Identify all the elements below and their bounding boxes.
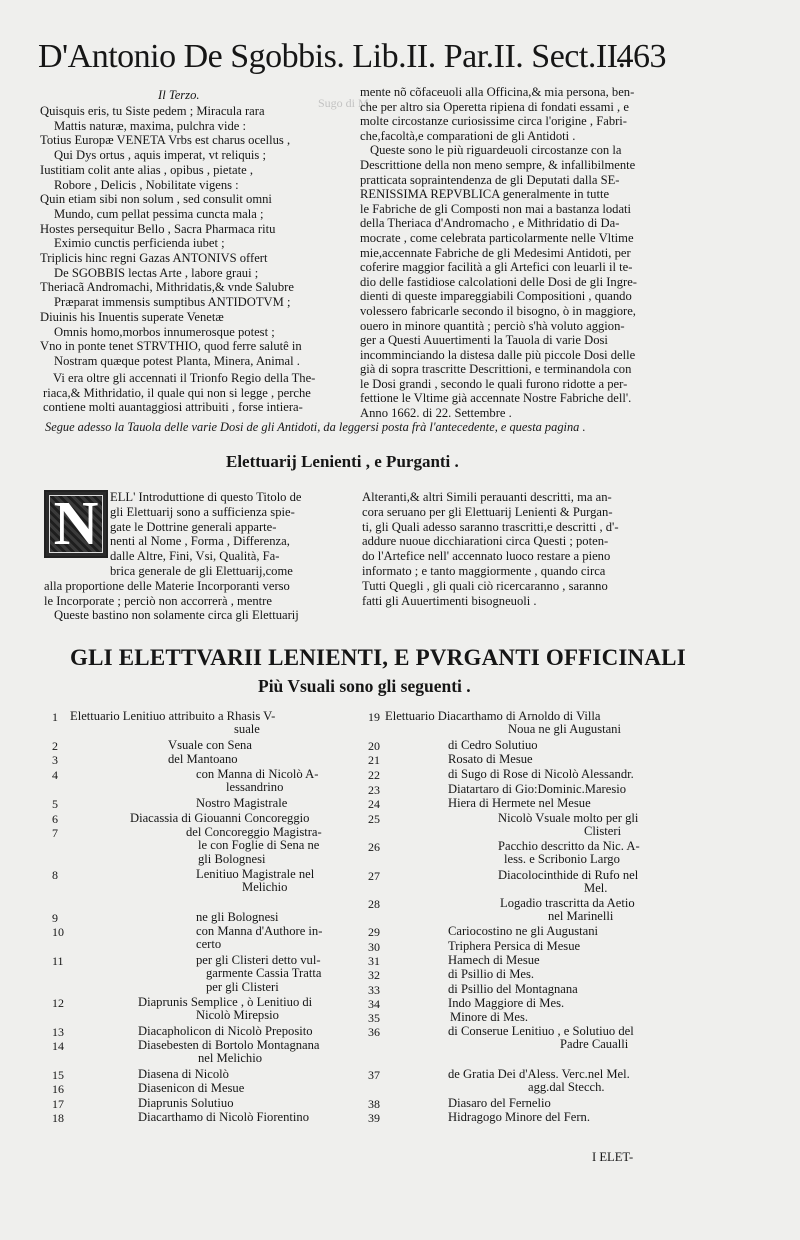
left-paragraph — [43, 371, 315, 415]
poem-line: Hostes persequitur Bello , Sacra Pharmaca ritu — [40, 221, 276, 236]
item-number: 8 — [52, 868, 58, 882]
list-item: Triphera Persica di Mesue — [448, 939, 581, 953]
list-item: Minore di Mes. — [450, 1010, 529, 1024]
list-item: del Concoreggio Magistra- — [186, 825, 322, 839]
catchword: I ELET- — [592, 1150, 634, 1164]
list-item: Cariocostino ne gli Augustani — [448, 924, 599, 938]
poem-line: Vno in ponte tenet STRVTHIO, quod ferre salutê in — [40, 339, 302, 354]
text-line: nenti al Nome , Forma , Differenza, — [110, 534, 290, 549]
item-number: 33 — [368, 983, 380, 997]
running-header — [38, 38, 666, 76]
poem-line: Mattis naturæ, maxima, pulchra vide : — [54, 118, 247, 133]
list-item: Melichio — [242, 880, 288, 895]
poem-line: Quisquis eris, tu Siste pedem ; Miracula rara — [40, 104, 265, 118]
item-number: 30 — [368, 940, 380, 954]
text-line: alla proportione delle Materie Incorporanti verso — [44, 578, 290, 593]
list-item: agg.dal Stecch. — [528, 1080, 605, 1095]
text-line: le Incorporate ; perciò non accorrerà , mentre — [44, 593, 272, 608]
list-subtitle: Più Vsuali sono gli seguenti . — [258, 676, 471, 696]
list-item: Clisteri — [584, 824, 622, 839]
list-item: del Mantoano — [168, 752, 238, 766]
text-line: fettione le Vltime già accennate Nostre Fabriche dell'. — [360, 391, 632, 406]
item-number: 4 — [52, 768, 58, 782]
list-title: GLI ELETTVARII LENIENTI, E PVRGANTI OFFICINALI — [70, 645, 686, 670]
item-number: 13 — [52, 1025, 64, 1039]
list-item: Nostro Magistrale — [196, 796, 288, 810]
item-number: 10 — [52, 925, 64, 939]
list-item: Diasena di Nicolò — [138, 1067, 229, 1081]
list-item: Elettuario Lenitiuo attribuito a Rhasis V- — [70, 709, 276, 723]
header-title: D'Antonio De Sgobbis. Lib.II. Par.II. Sect.II. — [38, 38, 626, 75]
text-line: che,facoltà,e comparationi de gli Antidoti . — [360, 128, 576, 143]
text-line: mocrate , come celebrata particolarmente nelle Vltime — [360, 230, 634, 245]
text-line: brica generale de gli Elettuarij,come — [110, 563, 293, 578]
list-item: di Cedro Solutiuo — [448, 738, 538, 752]
item-number: 26 — [368, 840, 380, 854]
item-number: 15 — [52, 1068, 64, 1082]
poem-line: Mundo, cum pellat pessima cuncta mala ; — [54, 206, 264, 221]
list-item: Diasenicon di Mesue — [138, 1081, 245, 1095]
item-number: 11 — [52, 954, 64, 968]
text-line: gli Elettuarij sono a sufficienza spie- — [110, 504, 295, 519]
item-number: 25 — [368, 812, 380, 826]
item-number: 37 — [368, 1068, 380, 1082]
list-item: con Manna di Nicolò A- — [196, 767, 319, 781]
item-number: 7 — [52, 826, 58, 840]
text-line: ouero in minore quantità ; perciò s'hà voluto aggion- — [360, 318, 625, 333]
list-item: de Gratia Dei d'Aless. Verc.nel Mel. — [448, 1067, 630, 1081]
list-item: Diaprunis Solutiuo — [138, 1096, 234, 1110]
list-item: Noua ne gli Augustani — [508, 722, 621, 737]
item-number: 19 — [368, 710, 380, 724]
text-line: molte circostanze curiosissime circa l'origine , Fabri- — [360, 114, 627, 129]
list-item: Hiera di Hermete nel Mesue — [448, 796, 591, 810]
poem-heading: Il Terzo. — [158, 88, 200, 102]
list-item: Lenitiuo Magistrale nel — [196, 867, 315, 881]
item-number: 17 — [52, 1097, 64, 1111]
list-item: Hamech di Mesue — [448, 953, 540, 967]
text-line: do l'Artefice nell' accennato luoco restare a pieno — [362, 549, 611, 564]
poem-line: Iustitiam colit ante alias , opibus , pietate , — [40, 162, 253, 177]
list-item: le con Foglie di Sena ne — [198, 838, 320, 853]
item-number: 39 — [368, 1111, 380, 1125]
text-line: Alteranti,& altri Simili perauanti descritti, ma an- — [362, 490, 612, 504]
text-line: dalle Altre, Fini, Vsi, Qualità, Fa- — [110, 549, 280, 564]
text-line: della Theriaca d'Andromacho , e Mithridatio di Da- — [360, 216, 620, 231]
list-item: certo — [196, 937, 222, 952]
text-line: informato ; e tanto maggiormente , quando circa — [362, 563, 606, 578]
list-item: Diacarthamo di Nicolò Fiorentino — [138, 1110, 310, 1124]
list-item: Nicolò Vsuale molto per gli — [498, 811, 639, 825]
item-number: 14 — [52, 1039, 64, 1053]
poem-line: Eximio cunctis perficienda iubet ; — [54, 236, 225, 251]
list-item: Diasaro del Fernelio — [448, 1096, 551, 1110]
poem-line: Omnis homo,morbos innumerosque potest ; — [54, 324, 275, 339]
item-number: 3 — [52, 753, 58, 767]
text-line: coferire maggior facilità a gli Artefici con leuarli il te- — [360, 260, 633, 275]
item-number: 12 — [52, 996, 64, 1010]
poem-line: Nostram quæque potest Planta, Minera, Animal . — [54, 353, 300, 368]
list-item: ne gli Bolognesi — [196, 910, 279, 924]
text-line: ger a Questi Auuertimenti la Tauola di varie Dosi — [360, 333, 608, 348]
item-number: 21 — [368, 753, 380, 767]
text-line: contiene molti auantaggiosi attribuiti , forse intiera- — [43, 400, 303, 415]
list-item: per gli Clisteri — [206, 979, 279, 994]
poem-line: Totius Europæ VENETA Vrbs est charus ocellus , — [40, 133, 291, 148]
item-number: 5 — [52, 797, 58, 811]
item-number: 28 — [368, 897, 380, 911]
list-item: Padre Caualli — [560, 1037, 629, 1052]
initial-letter: N — [53, 490, 99, 558]
list-item: Diacapholicon di Nicolò Preposito — [138, 1024, 313, 1038]
list-item: nel Marinelli — [548, 909, 614, 924]
text-line: le Fabriche de gli Composti non mai a bastanza lodati — [360, 201, 632, 216]
text-line: pratticata sopraintendenza de gli Deputati dalla SE- — [360, 172, 620, 187]
item-number: 18 — [52, 1111, 64, 1125]
list-item: Indo Maggiore di Mes. — [448, 996, 565, 1010]
text-line: mie,accennate Fabriche de gli Medesimi Antidoti, per — [360, 245, 631, 260]
item-number: 27 — [368, 869, 380, 883]
text-line: RENISSIMA REPVBLICA generalmente in tutte — [360, 187, 610, 202]
list-item: Diasebesten di Bortolo Montagnana — [138, 1038, 320, 1052]
intro-left — [44, 490, 302, 623]
text-line: dio delle fastidiose calcolationi delle Dosi de gli Ingre- — [360, 274, 637, 289]
item-number: 6 — [52, 812, 58, 826]
list-item: con Manna d'Authore in- — [196, 924, 323, 938]
page-number: 463 — [616, 38, 666, 75]
text-line: cora seruano per gli Elettuarij Lenienti & Purgan- — [362, 504, 613, 519]
poem-line: Quin etiam sibi non solum , sed consulit omni — [40, 192, 272, 207]
list-item: Logadio trascritta da Aetio — [500, 896, 635, 910]
list-item: garmente Cassia Tratta — [206, 966, 322, 981]
item-number: 29 — [368, 925, 380, 939]
list-item: Diacolocinthide di Rufo nel — [498, 868, 639, 882]
right-paragraph — [360, 85, 637, 421]
item-number: 16 — [52, 1082, 64, 1096]
text-line: addure nuoue dicchiarationi circa Questi ; poten- — [362, 534, 609, 549]
text-line: ELL' Introduttione di questo Titolo de — [110, 490, 302, 504]
item-number: 9 — [52, 911, 58, 925]
text-line: Queste sono le più riguardeuoli circostanze con la — [370, 143, 622, 158]
item-number: 23 — [368, 783, 380, 797]
list-item: lessandrino — [226, 780, 284, 795]
list-item: Mel. — [584, 881, 608, 896]
text-line: Descrittione della non meno sempre, & infallibilmente — [360, 157, 636, 172]
text-line: incomminciando la distesa dalle più piccole Dosi delle — [360, 347, 636, 362]
text-line: mente nõ cõfaceuoli alla Officina,& mia persona, ben- — [360, 85, 635, 99]
item-number: 32 — [368, 968, 380, 982]
poem-line: Robore , Delicis , Nobilitate vigens : — [54, 177, 239, 192]
list-item: di Psillio di Mes. — [448, 967, 535, 981]
item-number: 38 — [368, 1097, 380, 1111]
list-item: suale — [234, 722, 260, 737]
list-item: Elettuario Diacarthamo di Arnoldo di Villa — [385, 709, 601, 723]
poem-line: Theriacã Andromachi, Mithridatis,& vnde Salubre — [40, 280, 294, 295]
list-item: less. e Scribonio Largo — [504, 852, 620, 867]
text-line: Tutti Quegli , gli quali ciò ricercaranno , saranno — [362, 578, 608, 593]
intro-right — [362, 490, 619, 608]
text-line: già di sopra trascritte Descrittioni, e terminandola con — [360, 362, 632, 377]
item-number: 22 — [368, 768, 380, 782]
list-item: di Psillio del Montagnana — [448, 982, 578, 996]
list-item: Diatartaro di Gio:Dominic.Maresio — [448, 782, 627, 796]
poem-line: Qui Dys ortus , aquis imperat, vt reliquis ; — [54, 148, 266, 163]
text-line: Queste bastino non solamente circa gli Elettuarij — [54, 608, 299, 623]
list-item: Diacassia di Giouanni Concoreggio — [130, 811, 310, 825]
list-item: nel Melichio — [198, 1051, 263, 1066]
list-item: Nicolò Mirepsio — [196, 1008, 279, 1023]
item-number: 31 — [368, 954, 380, 968]
section-title: Elettuarij Lenienti , e Purganti . — [226, 452, 459, 471]
item-number: 24 — [368, 797, 380, 811]
item-number: 35 — [368, 1011, 380, 1025]
list-item: Rosato di Mesue — [448, 752, 533, 766]
list-item: di Sugo di Rose di Nicolò Alessandr. — [448, 767, 634, 781]
item-number: 36 — [368, 1025, 380, 1039]
list-item: Vsuale con Sena — [168, 738, 252, 752]
text-line: Vi era oltre gli accennati il Trionfo Regio della The- — [53, 371, 316, 385]
list-item: di Conserue Lenitiuo , e Solutiuo del — [448, 1024, 634, 1038]
list-item: Diaprunis Semplice , ò Lenitiuo di — [138, 995, 313, 1009]
text-line: fatti gli Auuertimenti bisogneuoli . — [362, 593, 537, 608]
text-line: gate le Dottrine generali apparte- — [110, 519, 277, 534]
text-line: Anno 1662. di 22. Settembre . — [360, 406, 512, 421]
item-number: 1 — [52, 710, 58, 724]
list-item: gli Bolognesi — [198, 851, 266, 866]
poem-line: Præparat immensis sumptibus ANTIDOTVM ; — [54, 295, 291, 310]
item-number: 20 — [368, 739, 380, 753]
list-item: Hidragogo Minore del Fern. — [448, 1110, 590, 1124]
item-number: 2 — [52, 739, 58, 753]
list-item: per gli Clisteri detto vul- — [196, 953, 321, 967]
poem-line: Triplicis hinc regni Gazas ANTONIVS offert — [40, 251, 268, 265]
segue-note: Segue adesso la Tauola delle varie Dosi de gli Antidoti, da leggersi posta frà l'antecedente, e questa pagina . — [45, 420, 586, 434]
poem-line: Diuinis his Inuentis superate Venetæ — [40, 309, 224, 324]
bleed-through-text: Sugo di M — [318, 96, 369, 110]
item-number: 34 — [368, 997, 380, 1011]
text-line: che per altro sia Operetta ripiena di fondati essami , e — [360, 99, 629, 114]
text-line: ti, gli Quali adesso saranno trascritti,e descritti , d'- — [362, 519, 619, 534]
text-line: volessero fabricarle secondo il bisogno, ò in maggiore, — [360, 303, 636, 318]
text-line: dienti di queste impareggiabili Compositioni , quando — [360, 289, 632, 304]
text-line: riaca,& Mithridatio, il quale qui non si legge , perche — [43, 385, 311, 400]
text-line: le Dosi grandi , secondo le quali furono ridotte a per- — [360, 376, 628, 391]
list-item: Pacchio descritto da Nic. A- — [498, 839, 640, 853]
poem-line: De SGOBBIS lectas Arte , labore graui ; — [54, 265, 259, 280]
